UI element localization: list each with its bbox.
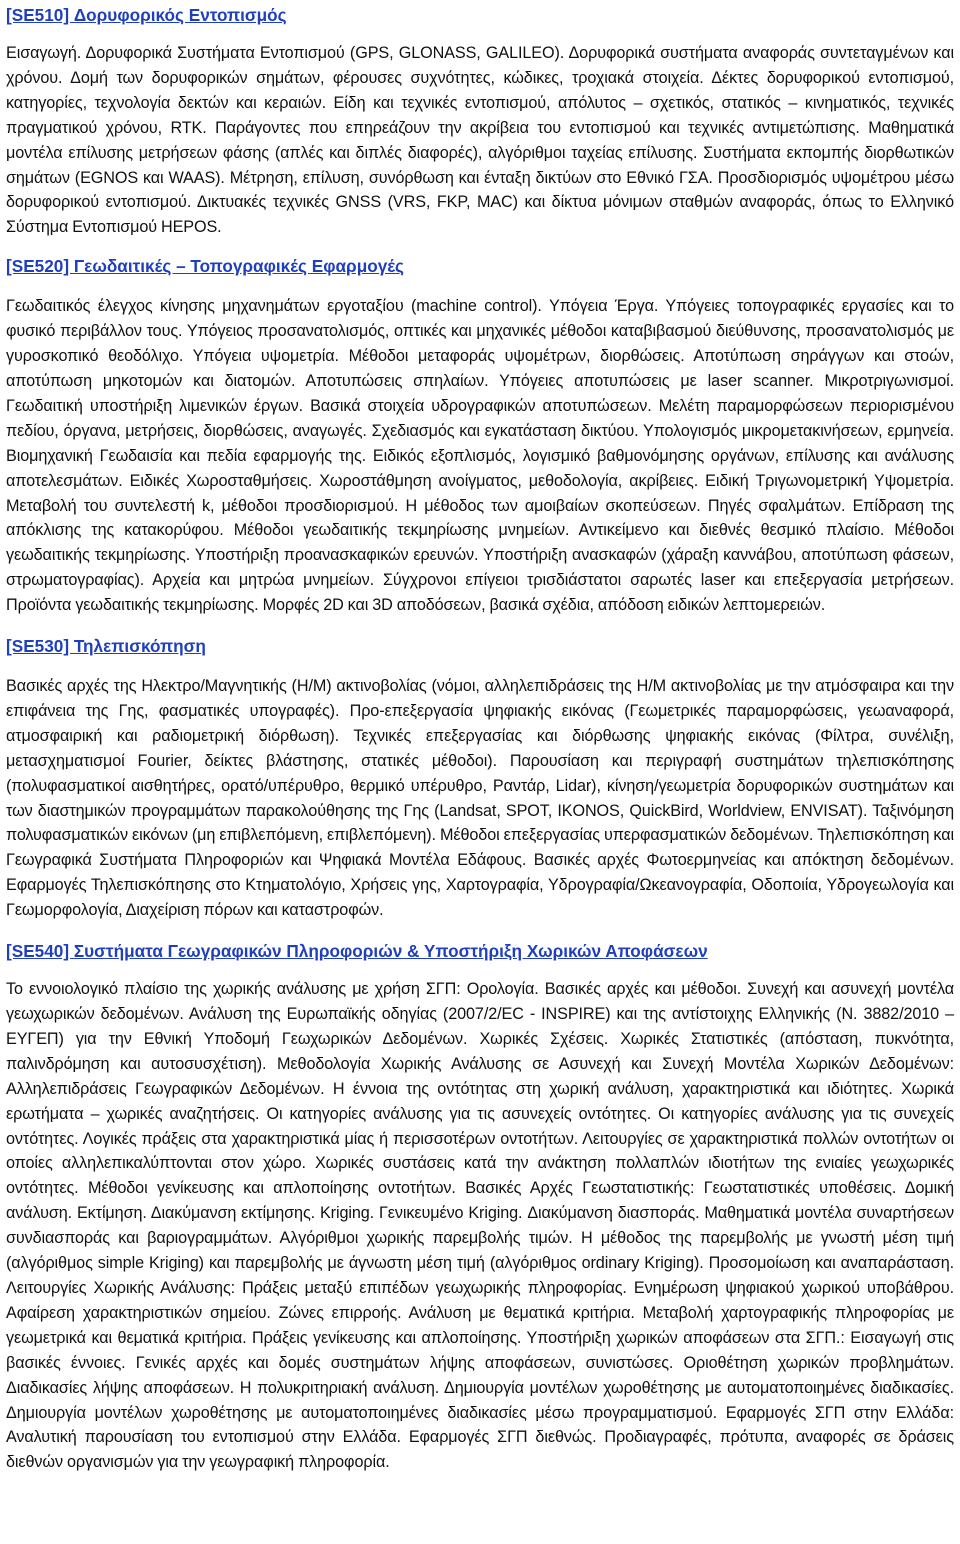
section-heading: [SE530] Τηλεπισκόπηση: [6, 636, 206, 657]
document-page: [0, 3, 960, 1475]
section-body: Βασικές αρχές της Ηλεκτρο/Μαγνητικής (Η/Μ) ακτινοβολίας (νόμοι, αλληλεπιδράσεις της Η/Μ ακτινοβολίας με την ατμόσφαιρα και την επιφάνεια της Γης, φασματικές υπογραφές). Προ-επεξεργασία ψηφιακής εικόνας (Γεωμετρικές παραμορφώσεις, γεωαναφορά, ατμοσφαιρική και ραδιομετρική διόρθωση). Τεχνικές επεξεργασίας και διόρθωσης ψηφιακής εικόνας (Φίλτρα, συνέλιξη, μετασχηματισμοί Fourier, δείκτες βλάστησης, στατικές μέθοδοι). Παρουσίαση και περιγραφή συστημάτων τηλεπισκόπησης (πολυφασματικοί αισθητήρες, ορατό/υπέρυθρο, θερμικό υπέρυθρο, Ραντάρ, Lidar), κίνηση/γεωμετρία δορυφορικών συστημάτων και των διαστημικών προγραμμάτων παρακολούθησης της Γης (Landsat, SPOT, IKONOS, QuickBird, Worldview, ENVISAT). Ταξινόμηση πολυφασματικών εικόνων (μη επιβλεπόμενη, επιβλεπόμενη). Μέθοδοι επεξεργασίας υπερφασματικών δεδομένων. Τηλεπισκόπηση και Γεωγραφικά Συστήματα Πληροφοριών και Ψηφιακά Μοντέλα Εδάφους. Βασικές αρχές Φωτοερμηνείας και απόκτηση δεδομένων. Εφαρμογές Τηλεπισκόπησης στο Κτηματολόγιο, Χρήσεις γης, Χαρτογραφία, Υδρογραφία/Ωκεανογραφία, Οδοποιία, Υδρογεωλογία και Γεωμορφολογία, Διαχείριση πόρων και καταστροφών.: [6, 677, 954, 920]
section-se530: [6, 634, 954, 923]
section-se510: [6, 3, 954, 240]
section-body: Το εννοιολογικό πλαίσιο της χωρικής ανάλυσης με χρήση ΣΓΠ: Ορολογία. Βασικές αρχές και μέθοδοι. Συνεχή και ασυνεχή μοντέλα γεωχωρικών δεδομένων. Ανάλυση της Ευρωπαϊκής οδηγίας (2007/2/EC - INSPIRE) και της αντίστοιχης Ελληνικής (Ν. 3882/2010 – ΕΥΓΕΠ) για την Εθνική Υποδομή Γεωχωρικών Δεδομένων. Χωρικές Σχέσεις. Χωρικές Στατιστικές (απόσταση, πυκνότητα, παλινδρόμηση και αυτοσυσχέτιση). Μεθοδολογία Χωρικής Ανάλυσης σε Ασυνεχή και Συνεχή Μοντέλα Χωρικών Δεδομένων: Αλληλεπιδράσεις Γεωγραφικών Δεδομένων. Η έννοια της οντότητας στη χωρική ανάλυση, χαρακτηριστικά και ιδιότητες. Χωρικά ερωτήματα – χωρικές αναζητήσεις. Οι κατηγορίες ανάλυσης για τις ασυνεχείς οντότητες. Οι κατηγορίες ανάλυσης για τις συνεχείς οντότητες. Λογικές πράξεις στα χαρακτηριστικά μίας ή περισσοτέρων οντοτήτων. Λειτουργίες σε χαρακτηριστικά πολλών οντοτήτων οι οποίες αλληλεπικαλύπτονται στον χώρο. Χωρικές συστάσεις κατά την ανάκτηση πολλαπλών ιδιοτήτων της ενιαίες γεωχωρικές οντότητες. Μέθοδοι γενίκευσης και απλοποίησης οντοτήτων. Βασικές Αρχές Γεωστατιστικής: Γεωστατιστικές υποθέσεις. Δομική ανάλυση. Εκτίμηση. Διακύμανση εκτίμησης. Kriging. Γενικευμένο Kriging. Διακύμανση διασποράς. Μαθηματικά μοντέλα συναρτήσεων συνδιασποράς και βαριογραμμάτων. Αλγόριθμοι χωρικής παρεμβολής τιμών. Η μέθοδος της παρεμβολής με γνωστή μέση τιμή (αλγόριθμος simple Kriging) και παρεμβολής με άγνωστη μέση τιμή (αλγόριθμος ordinary Kriging). Προσομοίωση και αναπαράσταση. Λειτουργίες Χωρικής Ανάλυσης: Πράξεις μεταξύ επιπέδων γεωχωρικής πληροφορίας. Ενημέρωση ψηφιακού χωρικού υποβάθρου. Αφαίρεση χαρακτηριστικών σημείου. Ζώνες επιρροής. Ανάλυση με θεματικά κριτήρια. Μεταβολή χαρτογραφικής πληροφορίας με γεωμετρικά και θεματικά κριτήρια. Πράξεις γενίκευσης και απλοποίησης. Υποστήριξη χωρικών αποφάσεων στα ΣΓΠ.: Εισαγωγή στις βασικές έννοιες. Γενικές αρχές και δομές συστημάτων λήψης αποφάσεων, συνιστώσες. Οριοθέτηση χωρικών προβλημάτων. Διαδικασίες λήψης αποφάσεων. Η πολυκριτηριακή ανάλυση. Δημιουργία μοντέλων χωροθέτησης με αυτοματοποιημένες διαδικασίες. Δημιουργία μοντέλων χωροθέτησης με αυτοματοποιημένες διαδικασίες μέσω προγραμματισμού. Εφαρμογές ΣΓΠ στην Ελλάδα: Αναλυτική παρουσίαση του εντοπισμού στην Ελλάδα. Εφαρμογές ΣΓΠ διεθνώς. Προδιαγραφές, πρότυπα, αναφορές σε δράσεις διεθνών οργανισμών για την γεωγραφική πληροφορία.: [6, 980, 954, 1472]
section-body: Εισαγωγή. Δορυφορικά Συστήματα Εντοπισμού (GPS, GLONASS, GALILEO). Δορυφορικά συστήματα αναφοράς συντεταγμένων και χρόνου. Δομή των δορυφορικών σημάτων, φέρουσες συχνότητες, κώδικες, τροχιακά στοιχεία. Δέκτες δορυφορικού εντοπισμού, κατηγορίες, τεχνολογία δεκτών και κεραιών. Είδη και τεχνικές εντοπισμού, απόλυτος – σχετικός, στατικός – κινηματικός, τεχνικές πραγματικού χρόνου, RTK. Παράγοντες που επηρεάζουν την ακρίβεια του εντοπισμού και τεχνικές αντιμετώπισης. Μαθηματικά μοντέλα επίλυσης μετρήσεων φάσης (απλές και διπλές διαφορές), αλγόριθμοι ταχείας επίλυσης. Συστήματα εκπομπής διορθωτικών σημάτων (EGNOS και WAAS). Μέτρηση, επίλυση, συνόρθωση και ένταξη δικτύων στο Εθνικό ΓΣΑ. Προσδιορισμός υψομέτρου μέσω δορυφορικού εντοπισμού. Δικτυακές τεχνικές GNSS (VRS, FKP, MAC) και δίκτυα μόνιμων σταθμών αναφοράς, όπως το Ελληνικό Σύστημα Εντοπισμού HEPOS.: [6, 44, 954, 237]
section-se520: [6, 254, 954, 618]
section-body: Γεωδαιτικός έλεγχος κίνησης μηχανημάτων εργοταξίου (machine control). Υπόγεια Έργα. Υπόγειες τοπογραφικές εργασίες και το φυσικό περιβάλλον τους. Υπόγειος προσανατολισμός, οπτικές και μηχανικές μέθοδοι καταβιβασμού διεύθυνσης, προσανατολισμός με γυροσκοπικό θεοδόλιχο. Υπόγεια υψομετρία. Μέθοδοι μεταφοράς υψομέτρων, διορθώσεις. Αποτύπωση σηράγγων και στοών, αποτύπωση μηκοτομών και διατομών. Αποτυπώσεις σπηλαίων. Υπόγειες αποτυπώσεις με laser scanner. Μικροτριγωνισμοί. Γεωδαιτική υποστήριξη λιμενικών έργων. Βασικά στοιχεία υδρογραφικών αποτυπώσεων. Μελέτη παραμορφώσεων περιορισμένου πεδίου, όργανα, μετρήσεις, διορθώσεις, αναγωγές. Σχεδιασμός και εγκατάσταση δικτύου. Υπολογισμός μικρομετακινήσεων, ερμηνεία. Βιομηχανική Γεωδαισία και πεδία εφαρμογής της. Ειδικός εξοπλισμός, λογισμικό βαθμονόμησης οργάνων, επίλυσης και ανάλυσης αποτελεσμάτων. Ειδικές Χωροσταθμήσεις. Χωροστάθμηση ανοίγματος, μεθοδολογία, ακρίβειες. Ειδική Τριγωνομετρική Υψομετρία. Μεταβολή του συντελεστή k, μέθοδοι προσδιορισμού. Η μέθοδος των αμοιβαίων σκοπεύσεων. Πηγές σφαλμάτων. Επίδραση της απόκλισης της κατακορύφου. Μέθοδοι γεωδαιτικής τεκμηρίωσης μνημείων. Αντικείμενο και διεθνές θεσμικό πλαίσιο. Μέθοδοι γεωδαιτικής τεκμηρίωσης. Υποστήριξη προανασκαφικών ερευνών. Υποστήριξη ανασκαφών (χάραξη καννάβου, αποτύπωση φάσεων, στρωματογραφίας). Αρχεία και μητρώα μνημείων. Σύγχρονοι επίγειοι τρισδιάστατοι σαρωτές laser και επεξεργασία μετρήσεων. Προϊόντα γεωδαιτικής τεκμηρίωσης. Μορφές 2D και 3D αποδόσεων, βασικά σχέδια, απόδοση ειδικών λεπτομερειών.: [6, 297, 954, 615]
section-heading: [SE540] Συστήματα Γεωγραφικών Πληροφοριών & Υποστήριξη Χωρικών Αποφάσεων: [6, 941, 708, 962]
section-heading: [SE520] Γεωδαιτικές – Τοπογραφικές Εφαρμογές: [6, 256, 404, 277]
section-heading: [SE510] Δορυφορικός Εντοπισμός: [6, 5, 287, 25]
section-se540: [6, 939, 954, 1475]
